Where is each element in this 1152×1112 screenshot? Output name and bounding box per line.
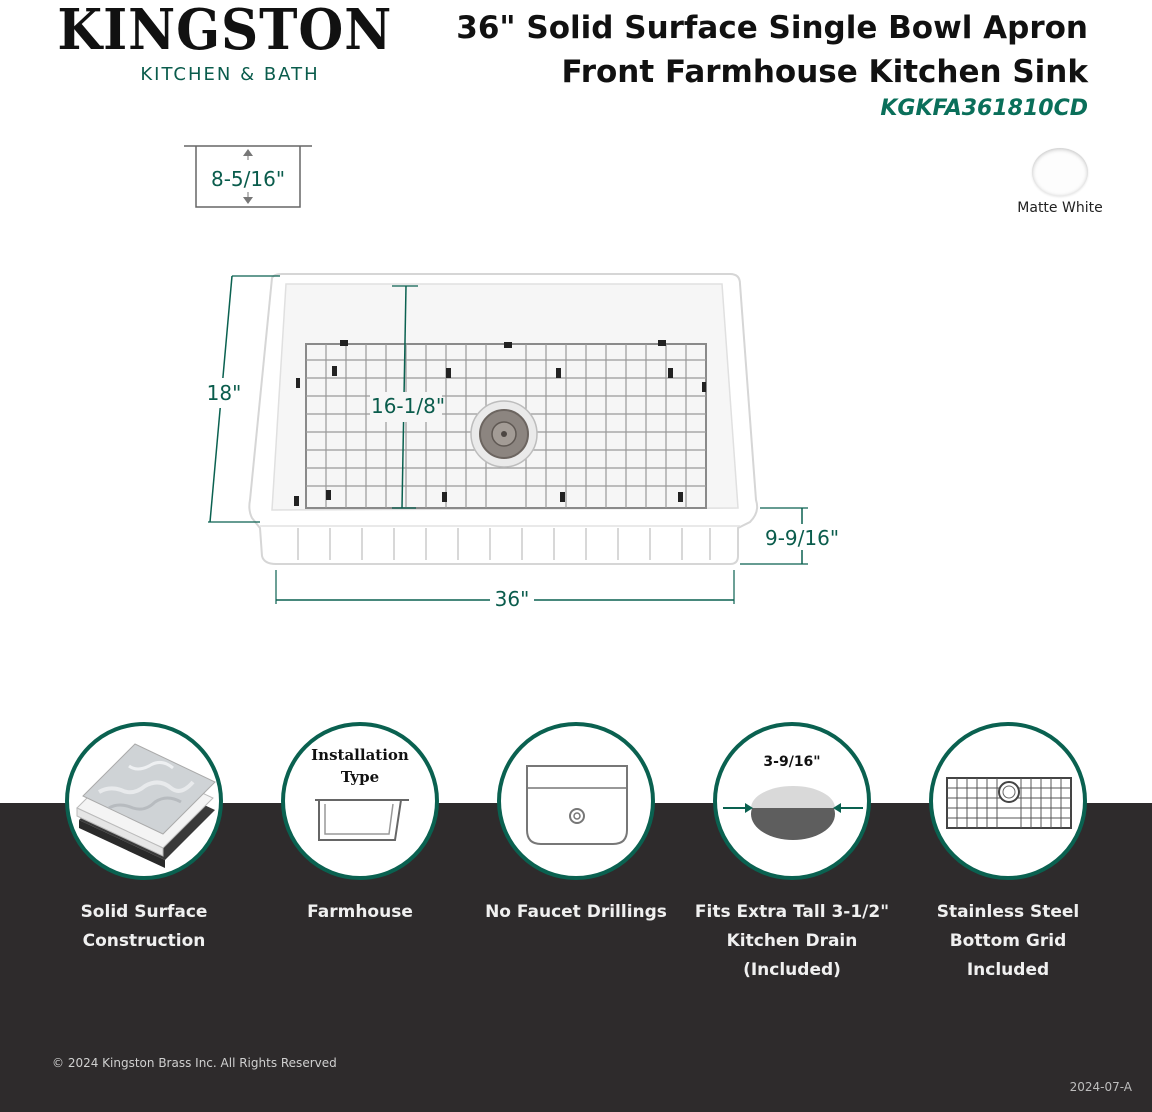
- sink-diagram: [190, 260, 860, 620]
- version-code: 2024-07-A: [1069, 1080, 1132, 1094]
- finish-swatch[interactable]: [1032, 148, 1088, 196]
- product-sku: KGKFA361810CD: [880, 96, 1088, 121]
- feature-label: Farmhouse: [307, 902, 413, 922]
- feature-label: No Faucet Drillings: [485, 902, 667, 922]
- height-label: 9-9/16": [764, 526, 840, 550]
- bottom-grid-icon: [929, 722, 1087, 880]
- installation-type-icon: Installation Type: [281, 722, 439, 880]
- feature-no-faucet-drillings: [476, 722, 676, 927]
- copyright-text: © 2024 Kingston Brass Inc. All Rights Reserved: [52, 1056, 337, 1070]
- feature-label: Fits Extra Tall 3-1/2" Kitchen Drain (Included): [694, 902, 890, 980]
- apron-depth-label: 8-5/16": [210, 167, 286, 191]
- feature-label: Stainless Steel Bottom Grid Included: [936, 902, 1080, 980]
- product-title: [448, 6, 1088, 94]
- product-title-line2: Front Farmhouse Kitchen Sink: [561, 54, 1088, 90]
- feature-label: Solid Surface Construction: [80, 902, 208, 951]
- brand-logo: [50, 0, 430, 85]
- feature-bottom-grid: [908, 722, 1108, 985]
- solid-surface-layers-icon: [65, 722, 223, 880]
- depth-label: 18": [206, 381, 242, 405]
- brand-name: KINGSTON: [57, 0, 393, 63]
- feature-drain: [692, 722, 892, 985]
- drain-opening-icon: 3-9/16": [713, 722, 871, 880]
- no-faucet-drillings-icon: [497, 722, 655, 880]
- product-title-line1: 36" Solid Surface Single Bowl Apron: [456, 10, 1088, 46]
- apron-depth-diagram: [180, 140, 320, 215]
- finish-label: Matte White: [1017, 200, 1103, 216]
- width-label: 36": [494, 587, 530, 611]
- brand-subtitle: KITCHEN & BATH: [140, 64, 320, 85]
- feature-installation-type: [260, 722, 460, 927]
- drain-icon: [471, 401, 537, 467]
- inner-depth-label: 16-1/8": [370, 394, 446, 418]
- feature-solid-surface: [44, 722, 244, 956]
